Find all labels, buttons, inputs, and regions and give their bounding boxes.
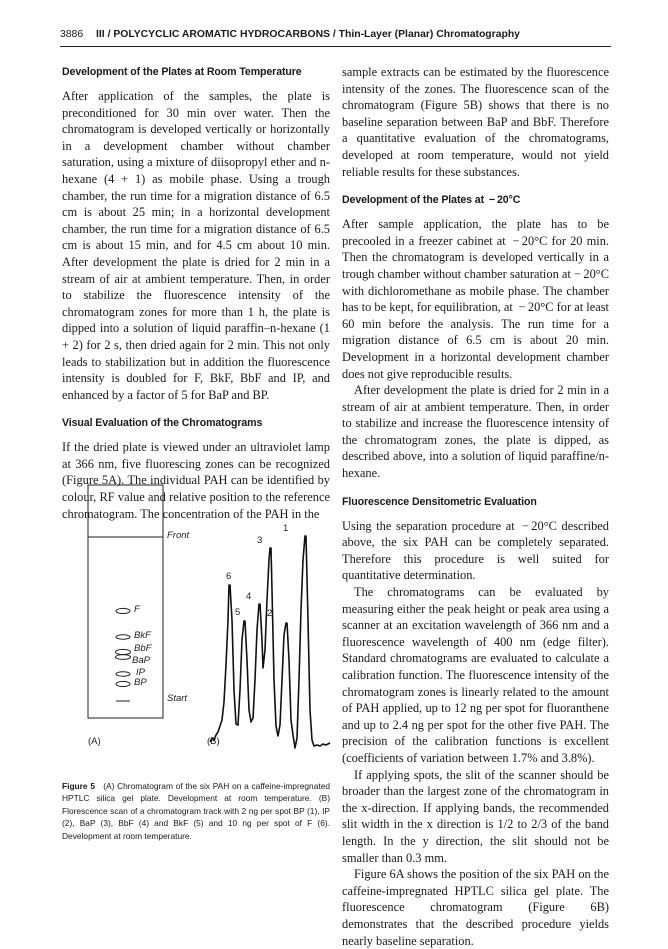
figure-caption <box>62 780 330 842</box>
zone-label-ip: IP <box>136 667 145 678</box>
section-heading-densitometric: Fluorescence Densitometric Evaluation <box>342 495 537 508</box>
peak-label-3: 3 <box>257 535 263 546</box>
paragraph: If applying spots, the slit of the scanner should be broader than the largest zone of the chromatogram in the x-direction. If applying bands, the recommended slit width in the x direction is 1/2 to 2/3 of the band length. In the y direction, the slit should not be smaller than 0.3 mm. <box>342 767 609 865</box>
page-number: 3886 <box>60 29 84 40</box>
paragraph: The chromatograms can be evaluated by measuring either the peak height or peak area using a scanner at an excitation wavelength of 366 nm and a fluorescence wavelength of 400 nm (edge filter). Standard chromatograms are evaluated to calculate a calibration function. The fluorescence intensity of the chromatogram zones is linearly related to the amount of PAH applied, up to 12 ng per spot for fluoranthene and up to 2.4 ng per spot for the other five PAH. The precision of the calibration functions is excellent (coefficients of variation between 1.7% and 3.8%). <box>342 585 609 765</box>
paragraph: After sample application, the plate has to be precooled in a freezer cabinet at − 20°C for 20 min. Then the chromatogram is developed vertically in a trough chamber without chamber saturation at − 20°C with dichloromethane as mobile phase. The chamber has to be kept, for equilibration, at − 20°C for at least 60 min before the analysis. The run time for a migration distance of 6.5 cm is about 20 min. Development in a horizontal development chamber does not give reproducible results. <box>342 217 609 381</box>
paragraph: If the dried plate is viewed under an ultraviolet lamp at 366 nm, five fluorescing zones can be recognized (Figure 5A). The individual PAH can be identified by colour, RF value and relative position to the reference chromatogram. The concentration of the PAH in the <box>62 440 330 521</box>
paragraph: After application of the samples, the plate is preconditioned for 30 min over water. Then the chromatogram is developed vertically or horizontally in a development chamber without chamber saturation, using a mixture of diisopropyl ether and n-hexane (4 + 1) as mobile phase. Using a trough chamber, the run time for a migration distance of 6.5 cm is about 25 min; in a horizontal development chamber, the run time for a migration distance of 6.5 cm is about 15 min, and for 4.5 cm about 10 min. After development the plate is dried for 2 min in a stream of air at ambient temperature. Then, in order to stabilize the fluorescence intensity of the chromatogram zones for more than 1 h, the plate is dipped into a solution of liquid paraffin–n-hexane (1 + 2) for 2 s, then dried again for 2 min. This not only leads to stabilization but in addition the fluorescence intensity is doubled for F, BkF, BbF and IP, and enhanced by a factor of 5 for BaP and BP. <box>62 89 330 402</box>
zone-label-f: F <box>134 604 140 615</box>
paragraph: After development the plate is dried for 2 min in a stream of air at ambient temperature. Then, in order to stabilize and increase the fluorescence intensity of the chromatogram zones, the plate is dipped, as described above, into a solution of liquid paraffine/n-hexane. <box>342 383 609 481</box>
peak-label-4: 4 <box>246 591 252 602</box>
paragraph: Using the separation procedure at − 20°C described above, the six PAH can be completely separated. Therefore this procedure is well suited for quantitative determination. <box>342 518 609 583</box>
peak-label-6: 6 <box>226 571 232 582</box>
caption-label: Figure 5 <box>62 781 95 791</box>
running-header <box>60 29 611 47</box>
front-label: Front <box>167 530 190 541</box>
running-title: III / POLYCYCLIC AROMATIC HYDROCARBONS / Thin-Layer (Planar) Chromatography <box>96 29 520 40</box>
fluorescence-scan-trace <box>210 536 330 748</box>
section-heading-minus-20c: Development of the Plates at − 20°C <box>342 194 521 207</box>
caption-text: (A) Chromatogram of the six PAH on a caffeine-impregnated HPTLC silica gel plate. Development at room temperature. (B) Florescence scan of a chromatogram track with 2 ng per spot BP (1), IP (2), BaP (3), BbF (4) and BkF (5) and 10 ng per spot of F (6). Development at room temperature. <box>62 781 331 841</box>
section-heading-room-temperature: Development of the Plates at Room Temperature <box>62 66 302 78</box>
paragraph: Figure 6A shows the position of the six PAH on the caffeine-impregnated HPTLC silica gel plate. The fluorescence chromatogram (Figure 6B) demonstrates that the described procedure yields nearly baseline separation. <box>342 867 609 948</box>
right-column <box>342 64 609 949</box>
peak-label-1: 1 <box>283 523 289 534</box>
zone-label-bkf: BkF <box>134 630 151 641</box>
tlc-plate <box>88 485 163 718</box>
figure-graphic <box>60 480 332 770</box>
peak-label-2: 2 <box>267 608 273 619</box>
zone-label-bap: BaP <box>132 655 150 666</box>
section-heading-visual-evaluation: Visual Evaluation of the Chromatograms <box>62 417 263 430</box>
peak-label-5: 5 <box>235 607 241 618</box>
zone-label-bbf: BbF <box>134 643 152 654</box>
figure-5 <box>60 480 332 770</box>
left-column <box>62 64 330 522</box>
start-label: Start <box>167 693 188 704</box>
paragraph-continuation: sample extracts can be estimated by the fluorescence intensity of the zones. The fluorescence scan of the chromatogram (Figure 5B) shows that there is no baseline separation between BaP and BbF. Therefore a quantitative evaluation of the chromatograms, developed at room temperature, would not yield reliable results for these substances. <box>342 65 609 179</box>
panel-a-label: (A) <box>88 736 101 747</box>
zone-label-bp: BP <box>134 677 147 688</box>
panel-b-label: (B) <box>207 736 220 747</box>
